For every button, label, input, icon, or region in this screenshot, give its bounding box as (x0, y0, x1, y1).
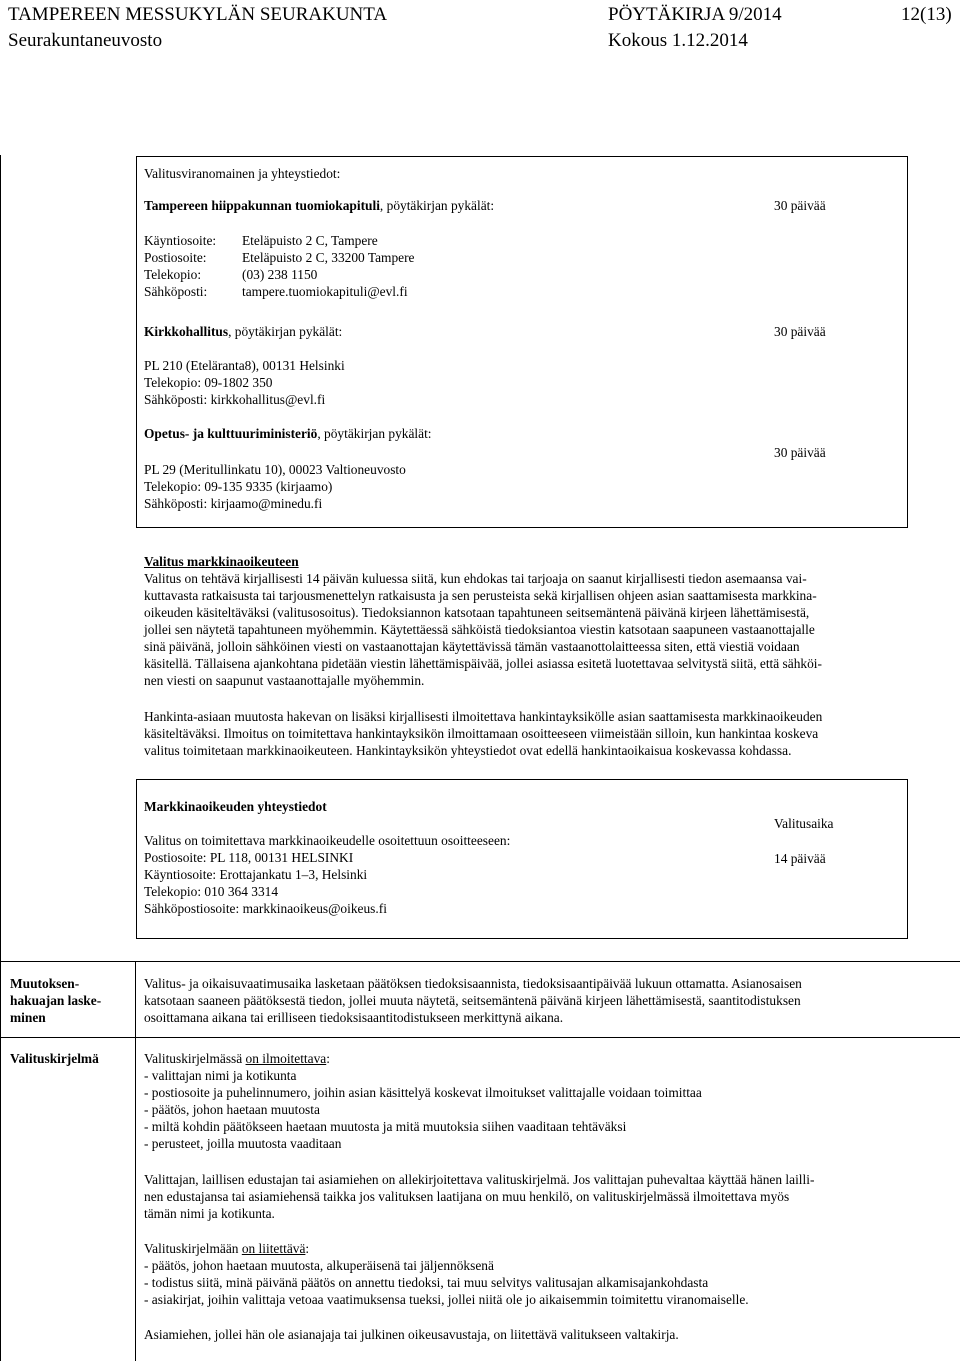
contact-post: Postiosoite: PL 118, 00131 HELSINKI (144, 850, 354, 865)
market-court-paragraph-2 (144, 708, 904, 759)
ministry-address: PL 29 (Meritullinkatu 10), 00023 Valtioneuvosto (144, 462, 406, 477)
contact-fax: Telekopio: 010 364 3314 (144, 884, 279, 899)
chapter-post-row (144, 249, 415, 266)
appeal-time-text (144, 975, 954, 1026)
chapter-days: 30 päivää (774, 198, 826, 213)
chapter-email-value: tampere.tuomiokapituli@evl.fi (242, 284, 408, 299)
market-court-p1-line: sinä päivänä, jolloin sähköinen viesti on vastaanottajan käytettävissä tämän vastaanottolaitteessa siten, että viestiä voidaan (144, 639, 800, 654)
appeal-time-label (10, 975, 130, 1026)
chapter-post-label: Postiosoite: (144, 250, 207, 265)
chapter-visit-row (144, 232, 378, 249)
appeal-time-line: Valitus- ja oikaisuvaatimusaika lasketaan päätöksen tiedoksisaannista, tiedoksisaantipäivää lukuun ottamatta. Asianosaisen (144, 976, 802, 991)
chapter-suffix: , pöytäkirjan pykälät: (379, 198, 495, 213)
chapter-visit-label: Käyntiosoite: (144, 233, 217, 248)
ministry-fax: Telekopio: 09-135 9335 (kirjaamo) (144, 479, 333, 494)
church-suffix: , pöytäkirjan pykälät: (228, 324, 343, 339)
attachments-intro-pre: Valituskirjelmään (144, 1241, 242, 1256)
appeal-time-label-line: Muutoksen- (10, 976, 80, 991)
church-days: 30 päivää (774, 324, 826, 339)
table-top-line (0, 961, 960, 962)
ministry-email: Sähköposti: kirjaamo@minedu.fi (144, 496, 323, 511)
appeal-letter-attachments (144, 1257, 954, 1308)
appeal-letter-intro-underlined: on ilmoitettava (245, 1051, 327, 1066)
chapter-email-label: Sähköposti: (144, 284, 208, 299)
table-column-divider (135, 961, 136, 1361)
appeal-letter-requirements (144, 1067, 954, 1152)
market-court-paragraph-1 (144, 570, 904, 689)
appeal-time-line: osoittamana aikana tai erilliseen tiedoksisaantitodistukseen merkittynä aikana. (144, 1010, 564, 1025)
market-court-p1-line: kuttavasta ratkaisusta tai tarjousmenettelyn ratkaisusta ja sen perusteista sekä kirjallisen ohjeen asian saattamisesta markkina- (144, 588, 817, 603)
church-address: PL 210 (Eteläranta8), 00131 Helsinki (144, 358, 345, 373)
church-email: Sähköposti: kirkkohallitus@evl.fi (144, 392, 326, 407)
header-document-number: PÖYTÄKIRJA 9/2014 (608, 4, 782, 25)
appeal-time-label-line: minen (10, 1010, 46, 1025)
chapter-name: Tampereen hiippakunnan tuomiokapituli (144, 198, 380, 213)
header-body: Seurakuntaneuvosto (8, 30, 163, 51)
church-name: Kirkkohallitus (144, 324, 229, 339)
market-court-p1-line: jollei sen näytetä tapahtuneen myöhemmin. Käytettäessä sähköistä tiedoksiantoa viestin katsotaan saapuneen vastaanottajalle (144, 622, 815, 637)
attachment-item: - todistus siitä, minä päivänä päätös on annettu tiedoksi, tai muu selvitys valitusajan alkamisajankohdasta (144, 1275, 709, 1290)
church-title (144, 323, 342, 340)
chapter-fax-row (144, 266, 317, 283)
ministry-days: 30 päivää (774, 445, 826, 460)
requirement-item: - postiosoite ja puhelinnumero, joihin asian käsittelyä koskevat ilmoitukset valittajalle voidaan toimittaa (144, 1085, 702, 1100)
ministry-title (144, 425, 432, 442)
chapter-post-value: Eteläpuisto 2 C, 33200 Tampere (242, 250, 415, 265)
chapter-fax-value: (03) 238 1150 (242, 267, 318, 282)
market-court-p1-line: Valitus on tehtävä kirjallisesti 14 päivän kuluessa siitä, kun ehdokas tai tarjoaja on saanut kirjallisesti tiedon asemaansa vai- (144, 571, 807, 586)
header-organization: TAMPEREEN MESSUKYLÄN SEURAKUNTA (8, 4, 388, 25)
ministry-name: Opetus- ja kulttuuriministeriö (144, 426, 318, 441)
header-page-number: 12(13) (901, 4, 952, 25)
signature-line: nen edustajansa tai asiamiehensä taikka jos valituksen laatijana on muu henkilö, on valituskirjelmässä ilmoitettava myös (144, 1189, 790, 1204)
requirement-item: - päätös, johon haetaan muutosta (144, 1102, 320, 1117)
attachment-item: - päätös, johon haetaan muutosta, alkuperäisenä tai jäljennöksenä (144, 1258, 494, 1273)
attachments-intro-underlined: on liitettävä (241, 1241, 306, 1256)
contact-title: Markkinaoikeuden yhteystiedot (144, 799, 327, 814)
appeal-letter-intro-pre: Valituskirjelmässä (144, 1051, 246, 1066)
market-court-p2-line: Hankinta-asiaan muutosta hakevan on lisäksi kirjallisesti ilmoitettava hankintayksikölle asian saattamisesta markkinaoikeuden (144, 709, 823, 724)
attachments-intro-post: : (305, 1241, 310, 1256)
market-court-p1-line: nen viesti on saapunut vastaanottajalle myöhemmin. (144, 673, 425, 688)
chapter-fax-label: Telekopio: (144, 267, 202, 282)
requirement-item: - miltä kohdin päätökseen haetaan muutosta ja mitä muutoksia siihen vaaditaan tehtäväksi (144, 1119, 627, 1134)
appeal-period-value: 14 päivää (774, 851, 826, 866)
chapter-visit-value: Eteläpuisto 2 C, Tampere (242, 233, 378, 248)
appeal-time-line: katsotaan saaneen päätöksestä tiedon, jollei muuta näytetä, seitsemäntenä päivänä kirjeen lähettämisestä, saantitodistuksen (144, 993, 801, 1008)
church-fax: Telekopio: 09-1802 350 (144, 375, 273, 390)
appeal-time-label-line: hakuajan laske- (10, 993, 102, 1008)
market-court-p2-line: valitus toimitetaan markkinaoikeuteen. Hankintayksikön yhteystiedot ovat edellä hankintaoikaisua koskevassa kohdassa. (144, 743, 792, 758)
contact-visit: Käyntiosoite: Erottajankatu 1–3, Helsinki (144, 867, 368, 882)
table-row-divider (0, 1037, 960, 1038)
appeal-letter-label: Valituskirjelmä (10, 1051, 99, 1066)
requirement-item: - valittajan nimi ja kotikunta (144, 1068, 297, 1083)
signature-line: tämän nimi ja kotikunta. (144, 1206, 275, 1221)
appeal-letter-intro (144, 1050, 330, 1067)
attachment-item: - asiakirjat, joihin valittaja vetoaa vaatimuksensa tueksi, jollei niitä ole jo aikaisemmin toimitettu viranomaiselle. (144, 1292, 749, 1307)
signature-line: Valittajan, laillisen edustajan tai asiamiehen on allekirjoitettava valituskirjelmä. Jos valittajan puhevaltaa käyttää hänen lailli- (144, 1172, 815, 1187)
chapter-email-row (144, 283, 408, 300)
chapter-title (144, 197, 494, 214)
contact-intro: Valitus on toimitettava markkinaoikeudelle osoitettuun osoitteeseen: (144, 833, 511, 848)
appeal-letter-attachments-intro (144, 1240, 309, 1257)
contact-email: Sähköpostiosoite: markkinaoikeus@oikeus.fi (144, 901, 387, 916)
requirement-item: - perusteet, joilla muutosta vaaditaan (144, 1136, 342, 1151)
appeal-letter-intro-post: : (326, 1051, 330, 1066)
market-court-p2-line: käsiteltäväksi. Ilmoitus on toimitettava hankintayksikön ilmoittamaan osoitteeseen viimeistään silloin, kun hankintaa koskeva (144, 726, 819, 741)
authorities-heading: Valitusviranomainen ja yhteystiedot: (144, 166, 341, 181)
appeal-letter-signature (144, 1171, 954, 1222)
market-court-p1-line: oikeuden käsiteltäväksi (valitusosoitus). Tiedoksiannon katsotaan tapahtuneen seitsemäntenä päivänä kirjeen lähettämisestä, (144, 605, 810, 620)
appeal-period-label: Valitusaika (774, 816, 834, 831)
market-court-p1-line: käsitellä. Tällaisena ajankohtana pidetään viestin lähettämispäivää, jollei asiassa esitetä luotettavaa selvitystä siitä, että sähköi- (144, 656, 822, 671)
header-meeting: Kokous 1.12.2014 (608, 30, 748, 51)
market-court-title: Valitus markkinaoikeuteen (144, 554, 299, 569)
ministry-suffix: , pöytäkirjan pykälät: (317, 426, 432, 441)
left-margin-line (0, 155, 1, 1361)
power-of-attorney-note: Asiamiehen, jollei hän ole asianajaja tai julkinen oikeusavustaja, on liitettävä valitukseen valtakirja. (144, 1327, 679, 1342)
